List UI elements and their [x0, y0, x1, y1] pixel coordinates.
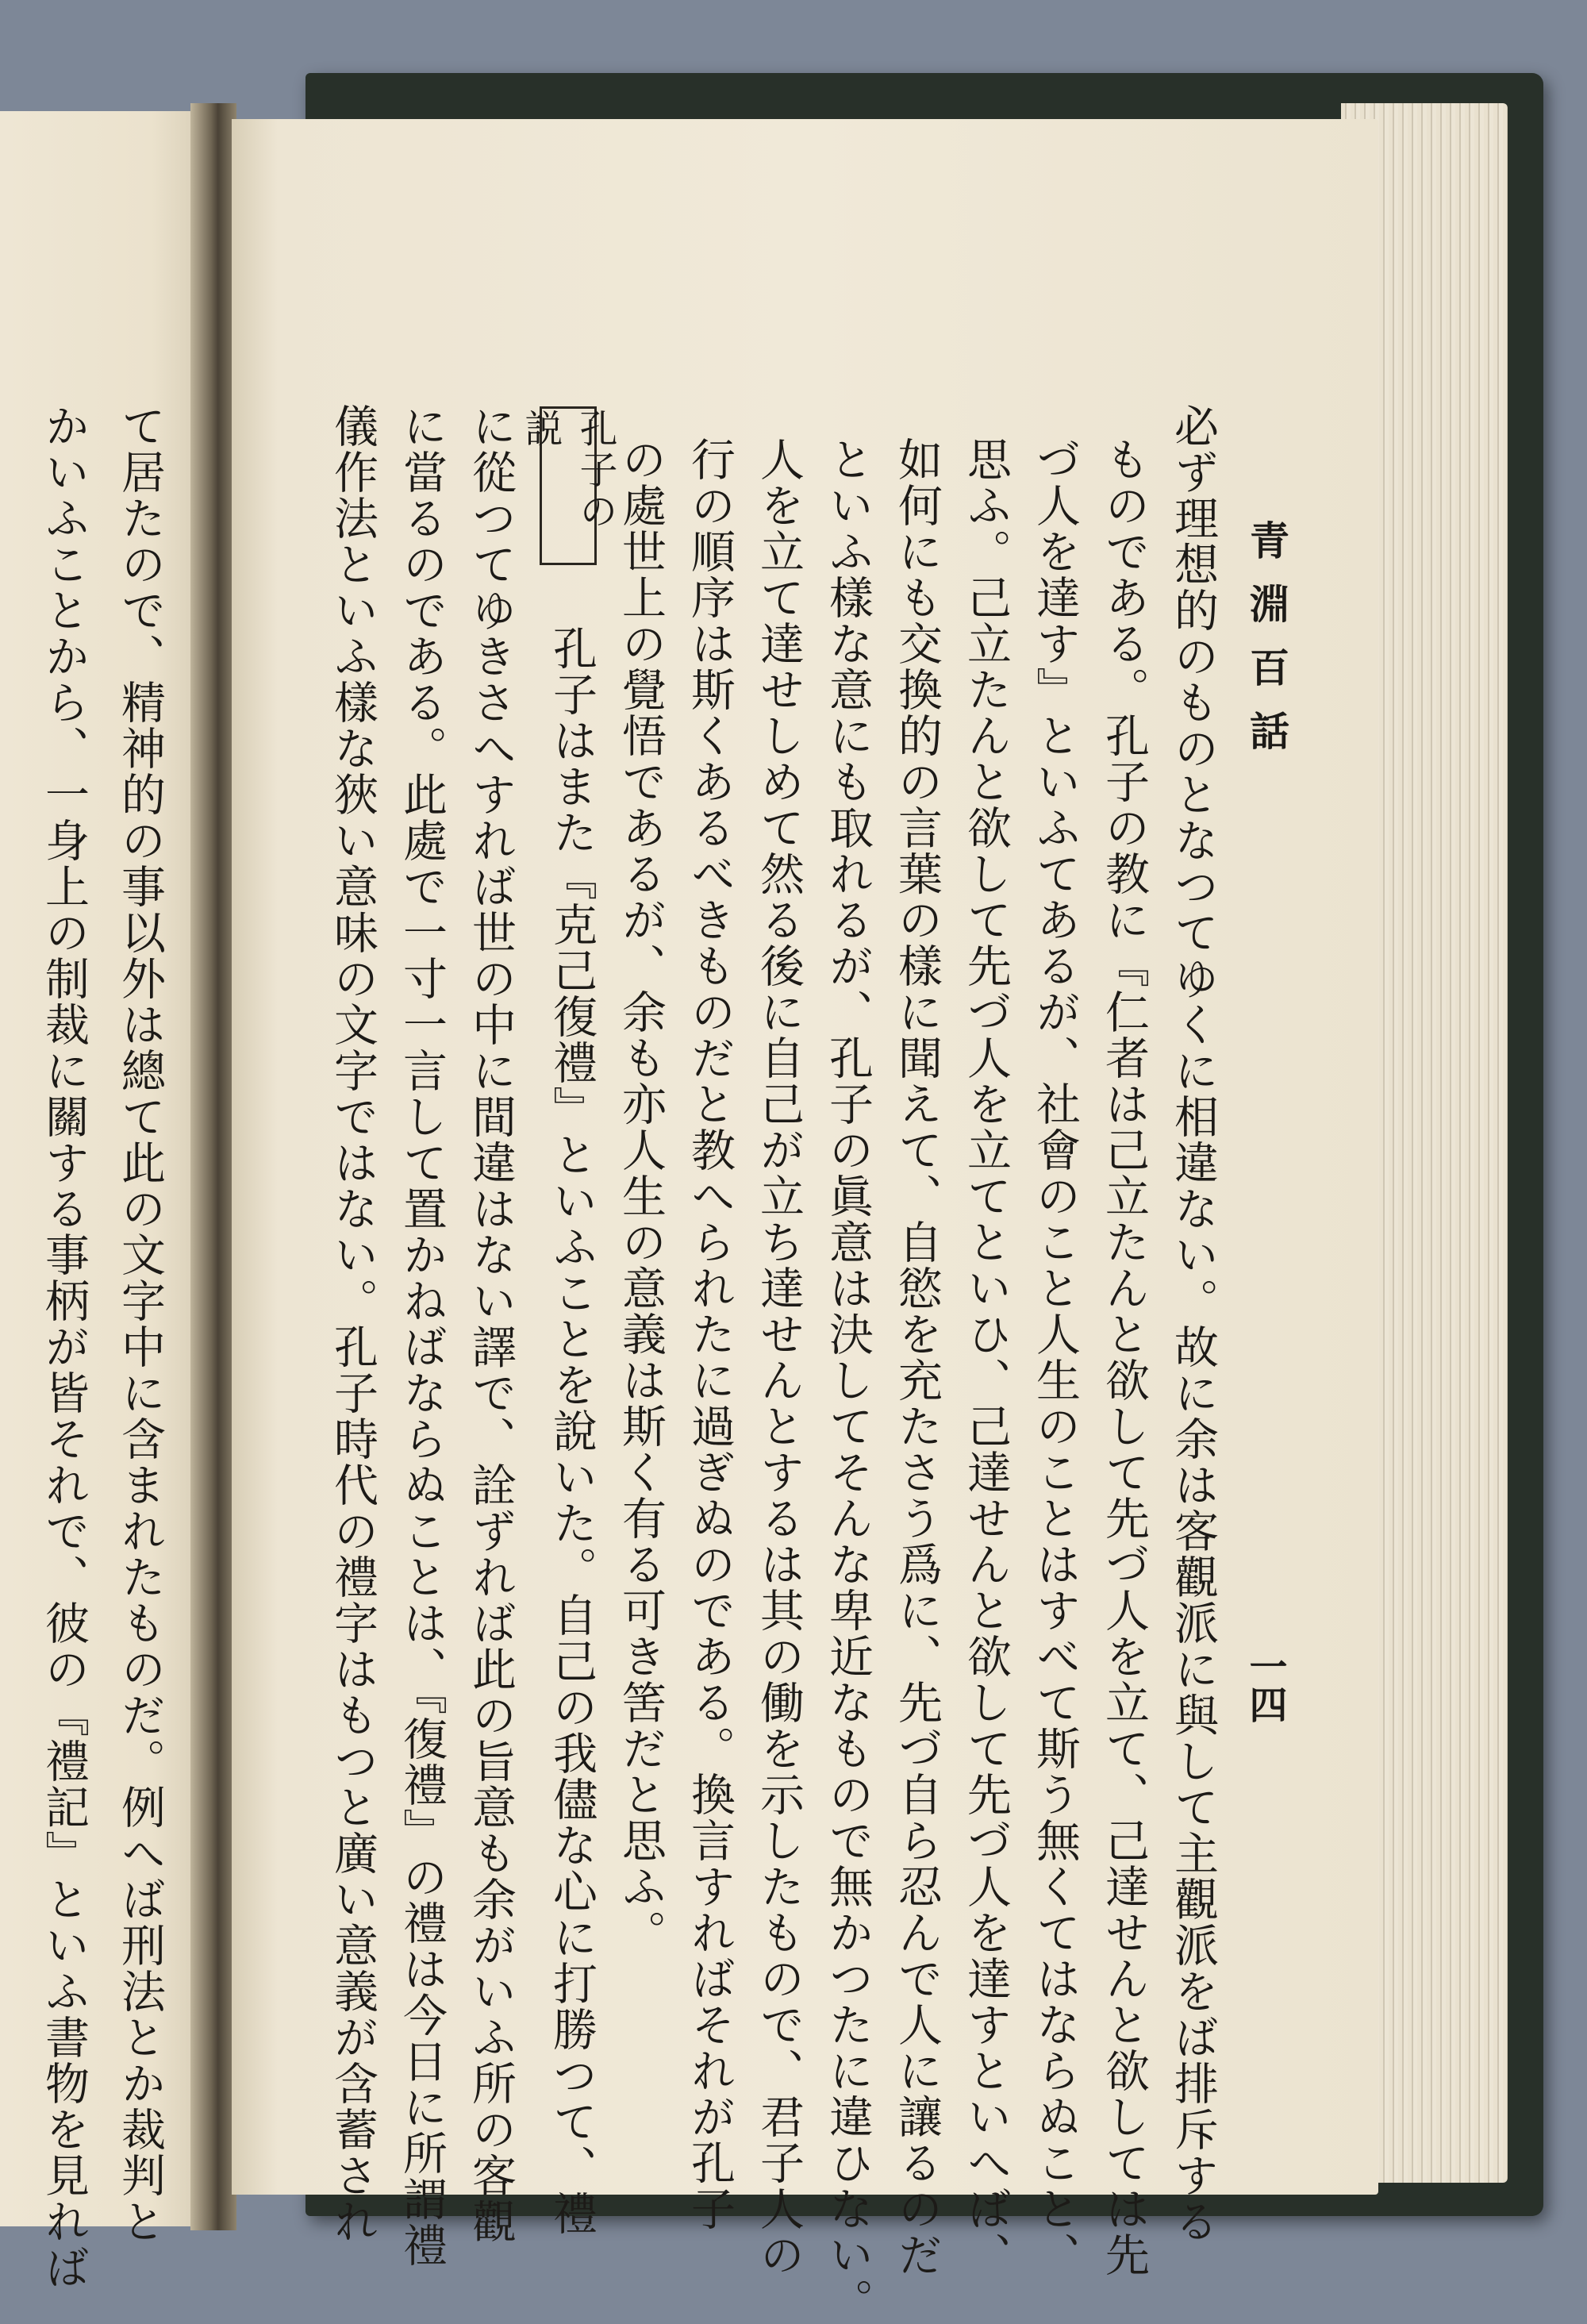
text-column: 儀作法といふ樣な狹い意味の文字ではない。孔子時代の禮字はもつと廣い意義が含蓄され [327, 403, 378, 2245]
left-page-text-column: かいふことから、一身上の制裁に關する事柄が皆それで、彼の『禮記』といふ書物を見れば [38, 403, 90, 2291]
text-column: の處世上の覺悟であるが、余も亦人生の意義は斯く有る可き筈だと思ふ。 [615, 437, 667, 1956]
text-column: 必ず理想的のものとなつてゆくに相違ない。故に余は客觀派に與して主觀派をば排斥する [1167, 403, 1219, 2245]
section-heading [518, 406, 617, 565]
left-page-text-column: て居たので、精神的の事以外は總て此の文字中に含まれたものだ。例へば刑法とか裁判と [114, 403, 166, 2245]
text-column: に從つてゆきさへすれば世の中に間違はない譯で、詮ずれば此の旨意も余がいふ所の客觀 [465, 403, 517, 2245]
text-column: 人を立て達せしめて然る後に自己が立ち達せんとするは其の働を示したもので、君子人の [753, 437, 805, 2278]
text-column: 如何にも交換的の言葉の樣に聞えて、自慾を充たさう爲に、先づ自ら忍んで人に讓るのだ [891, 437, 943, 2278]
book-gutter [190, 103, 236, 2230]
section-heading-label: 孔子の説 [518, 409, 617, 533]
running-head: 青淵百話 [1243, 520, 1290, 774]
text-column: 孔子はまた『克己復禮』といふことを說いた。自己の我儘な心に打勝つて、禮 [546, 625, 598, 2237]
text-column: ものである。孔子の教に『仁者は己立たんと欲して先づ人を立て、己達せんと欲しては先 [1098, 437, 1150, 2278]
text-column: 行の順序は斯くあるべきものだと教へられたに過ぎぬのである。換言すればそれが孔子 [684, 437, 736, 2232]
left-page [0, 111, 202, 2226]
text-column: といふ樣な意にも取れるが、孔子の眞意は決してそんな卑近なもので無かつたに違ひない。 [822, 437, 874, 2324]
text-column: に當るのである。此處で一寸一言して置かねばならぬことは、『復禮』の禮は今日に所謂禮 [396, 403, 448, 2268]
text-column: づ人を達す』といふてあるが、社會のこと人生のことはすべて斯う無くてはならぬこと、 [1029, 437, 1081, 2278]
text-column: 思ふ。己立たんと欲して先づ人を立てといひ、己達せんと欲して先づ人を達すといへば、 [960, 437, 1012, 2278]
page-number: 一四 [1243, 1647, 1287, 1723]
